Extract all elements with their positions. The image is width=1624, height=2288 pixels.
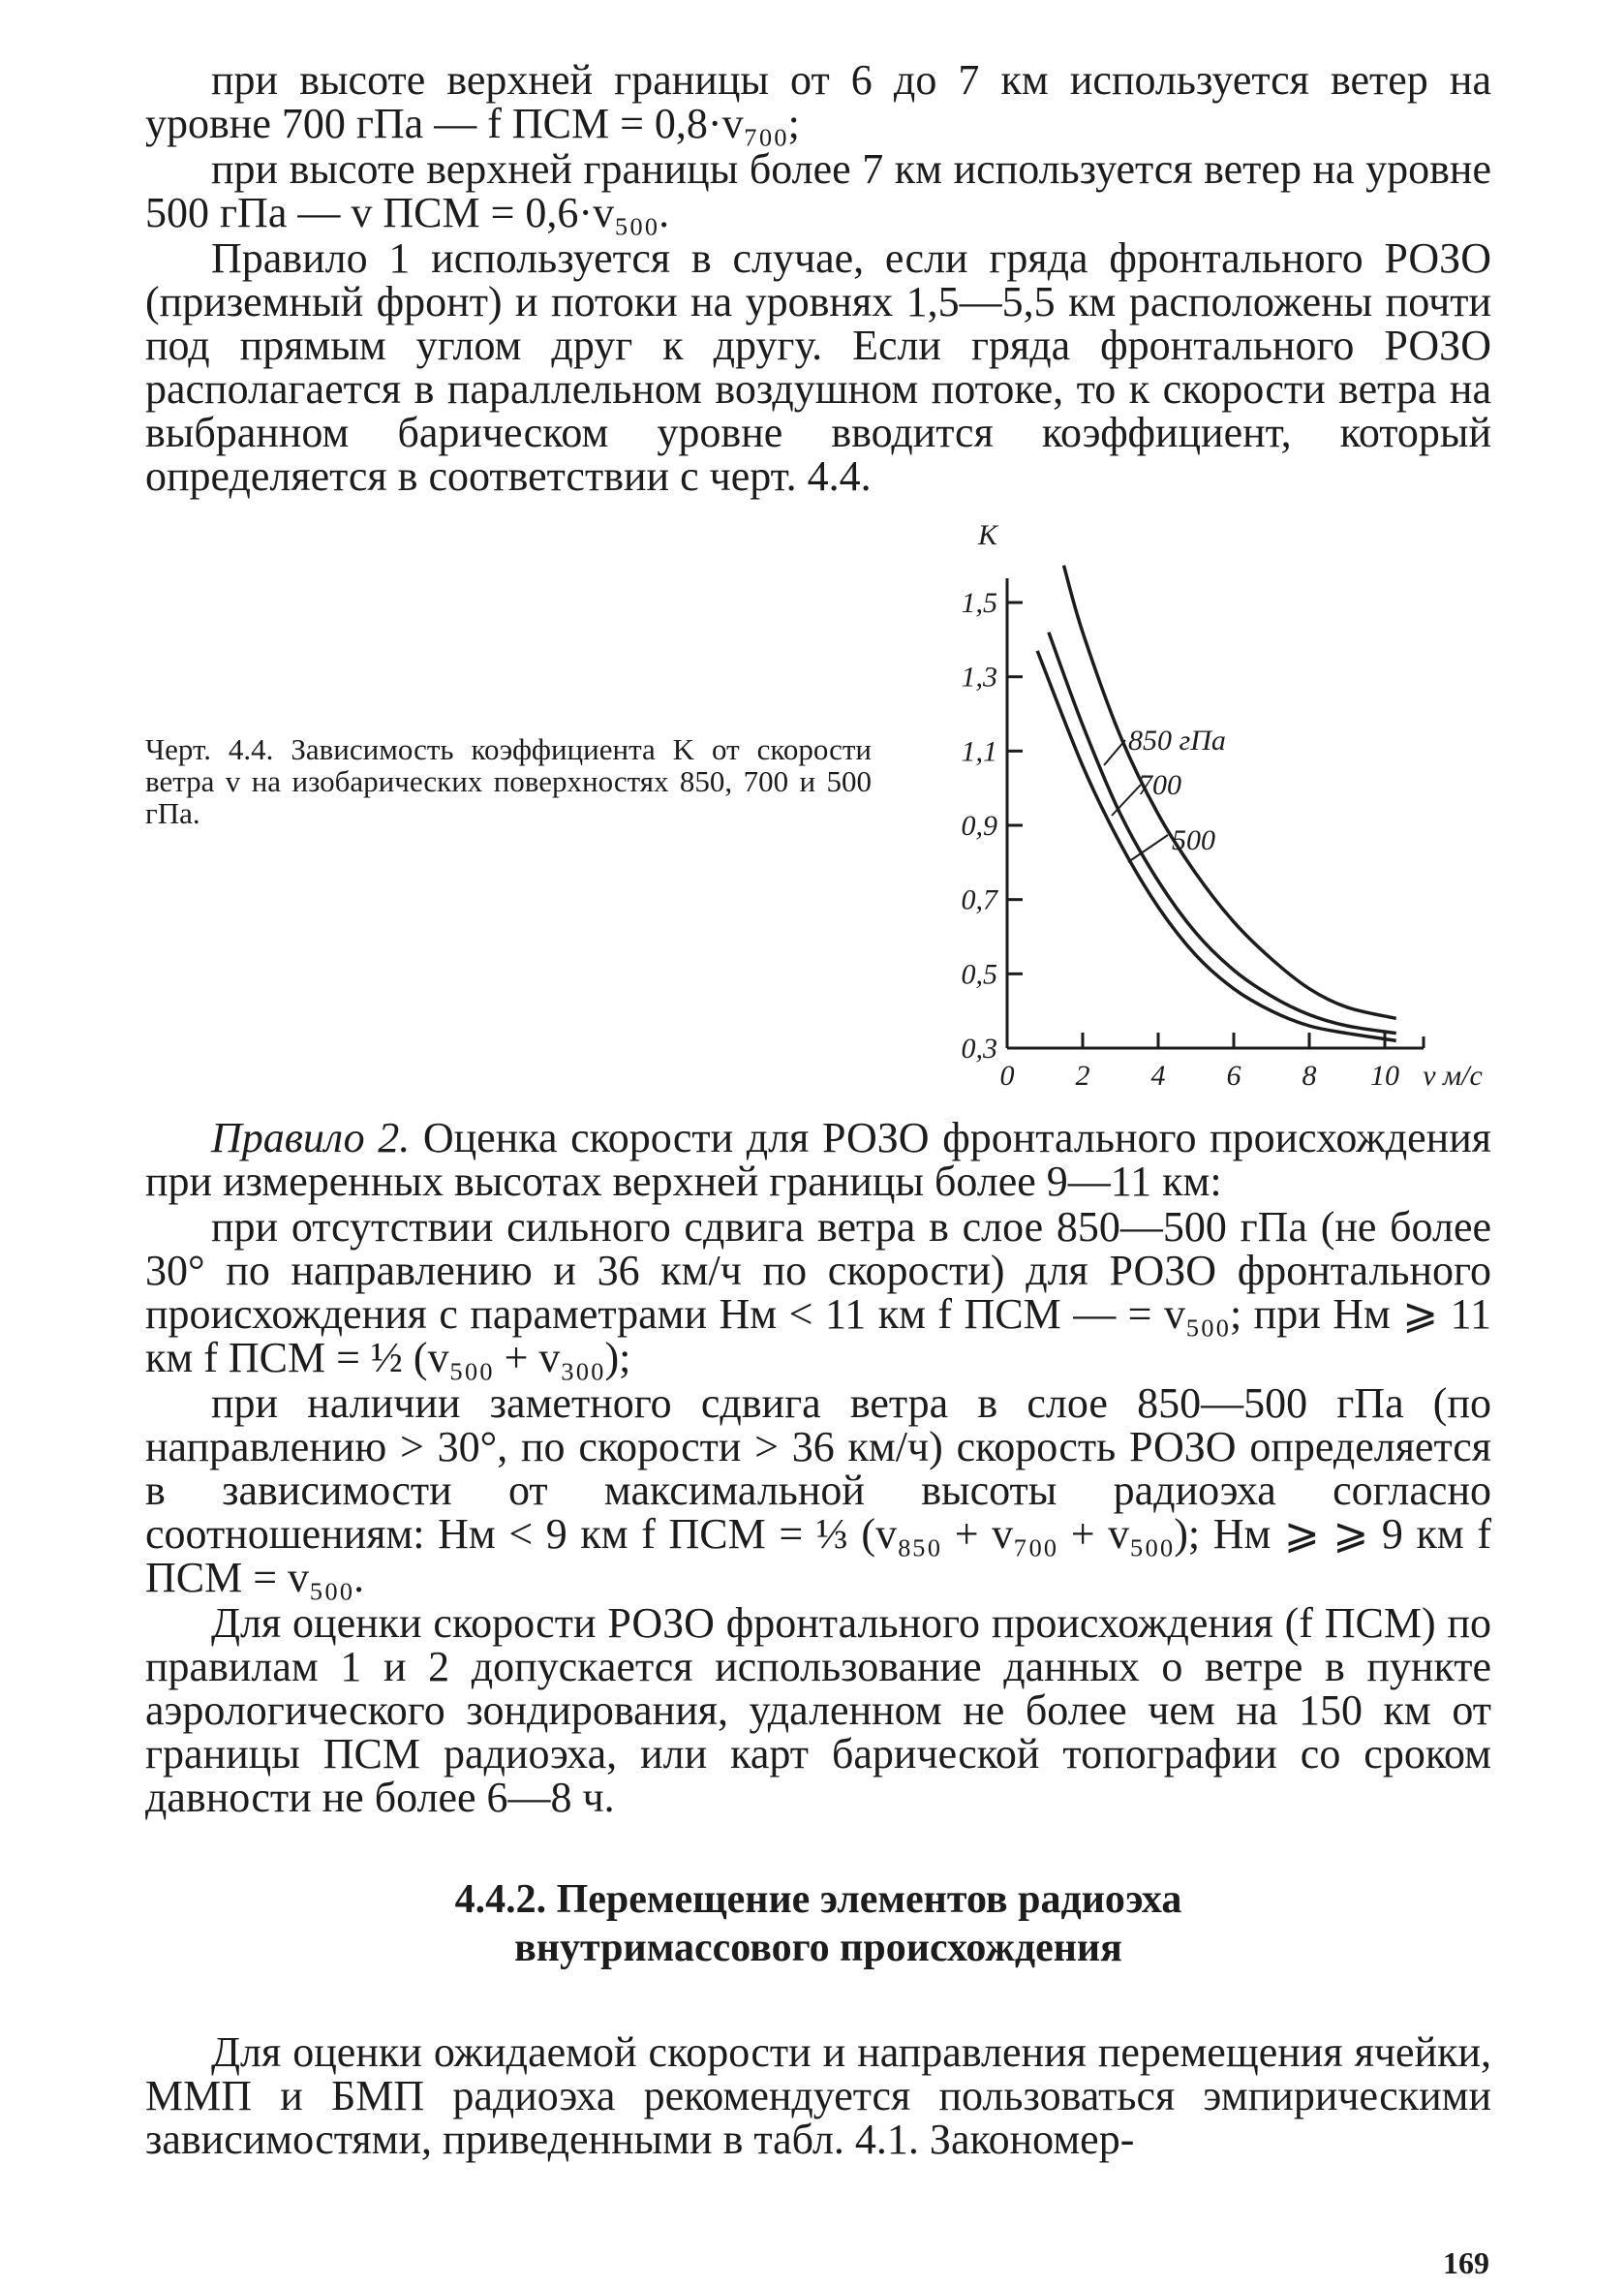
curve-label-1: 850 гПа xyxy=(1128,725,1226,757)
paragraph-height-over-7: при высоте верхней границы более 7 км используется ветер на уровне 500 гПа — v ПСМ = 0,6·v₅₀₀. xyxy=(145,145,1491,236)
y-tick-label: 0,5 xyxy=(961,958,997,991)
curve-label-3: 500 xyxy=(1172,824,1215,856)
chart-k-vs-speed xyxy=(920,519,1483,1097)
curve-label-leader-2 xyxy=(1112,785,1141,816)
paragraph-no-shear: при отсутствии сильного сдвига ветра в слое 850—500 гПа (не более 30° по направлению и 36 км/ч по скорости) для РОЗО фронтального происхождения с параметрами Hм < 11 км f ПСМ — = v₅₀₀; при Hм ⩾ 11 км f ПСМ = ½ (v₅₀₀ + v₃₀₀); xyxy=(145,1203,1491,1381)
curve-label-2: 700 xyxy=(1138,769,1181,801)
x-tick-label: 6 xyxy=(1226,1060,1241,1092)
page-number: 169 xyxy=(1443,2245,1489,2280)
y-tick-label: 0,9 xyxy=(961,810,997,842)
series-line-3 xyxy=(1037,651,1396,1040)
x-tick-label: 8 xyxy=(1302,1060,1317,1092)
x-tick-label: 10 xyxy=(1370,1060,1399,1092)
y-tick-label: 0,7 xyxy=(961,883,997,916)
y-axis-label: K xyxy=(977,519,998,551)
section-heading-line-2: внутримассового происхождения xyxy=(514,1926,1122,1970)
page-body xyxy=(145,58,1491,2161)
series-line-1 xyxy=(1064,566,1396,1019)
rule-2-text: Оценка скорости для РОЗО фронтального происхождения при измеренных высотах верхней границы более 9—11 км: xyxy=(145,1114,1491,1205)
paragraph-rule-2 xyxy=(145,1116,1491,1203)
paragraph-empirical: Для оценки ожидаемой скорости и направления перемещения ячейки, ММП и БМП радиоэха рекомендуется пользоваться эмпирическими зависимостями, приведенными в табл. 4.1. Закономер- xyxy=(145,2028,1491,2163)
paragraph-data-source: Для оценки скорости РОЗО фронтального происхождения (f ПСМ) по правилам 1 и 2 допускается использование данных о ветре в пункте аэрологического зондирования, удаленном не более чем на 150 км от границы ПСМ радиоэха, или карт барической топографии со сроком давности не более 6—8 ч. xyxy=(145,1599,1491,1821)
paragraph-height-6-7: при высоте верхней границы от 6 до 7 км используется ветер на уровне 700 гПа — f ПСМ = 0,8·v₇₀₀; xyxy=(145,56,1491,147)
x-tick-label: 0 xyxy=(999,1060,1015,1092)
y-tick-label: 1,1 xyxy=(961,735,997,768)
section-heading xyxy=(145,1875,1491,1972)
figure-4-4 xyxy=(145,519,1491,1097)
y-tick-label: 1,5 xyxy=(961,587,997,619)
section-heading-line-1: 4.4.2. Перемещение элементов радиоэха xyxy=(454,1877,1182,1922)
y-tick-label: 0,3 xyxy=(961,1033,997,1065)
y-tick-label: 1,3 xyxy=(961,661,997,694)
x-tick-label: 4 xyxy=(1150,1060,1166,1092)
x-axis-label: v м/с xyxy=(1423,1060,1483,1092)
figure-caption: Черт. 4.4. Зависимость коэффициента K от скорости ветра v на изобарических поверхностях 850, 700 и 500 гПа. xyxy=(145,732,872,830)
paragraph-shear: при наличии заметного сдвига ветра в слое 850—500 гПа (по направлению > 30°, по скорости > 36 км/ч) скорость РОЗО определяется в зависимости от максимальной высоты радиоэха согласно соотношениям: Hм < 9 км f ПСМ = ⅓ (v₈₅₀ + v₇₀₀ + v₅₀₀); Hм ⩾ ⩾ 9 км f ПСМ = v₅₀₀. xyxy=(145,1379,1491,1601)
x-tick-label: 2 xyxy=(1075,1060,1090,1092)
series-line-2 xyxy=(1049,633,1396,1034)
curve-label-leader-1 xyxy=(1104,740,1125,765)
rule-2-title: Правило 2. xyxy=(211,1114,411,1161)
chart-svg xyxy=(920,519,1483,1097)
paragraph-rule-1: Правило 1 используется в случае, если гряда фронтального РОЗО (приземный фронт) и потоки на уровнях 1,5—5,5 км расположены почти под прямым углом друг к другу. Если гряда фронтального РОЗО располагается в параллельном воздушном потоке, то к скорости ветра на выбранном барическом уровне вводится коэффициент, который определяется в соответствии с черт. 4.4. xyxy=(145,234,1491,500)
